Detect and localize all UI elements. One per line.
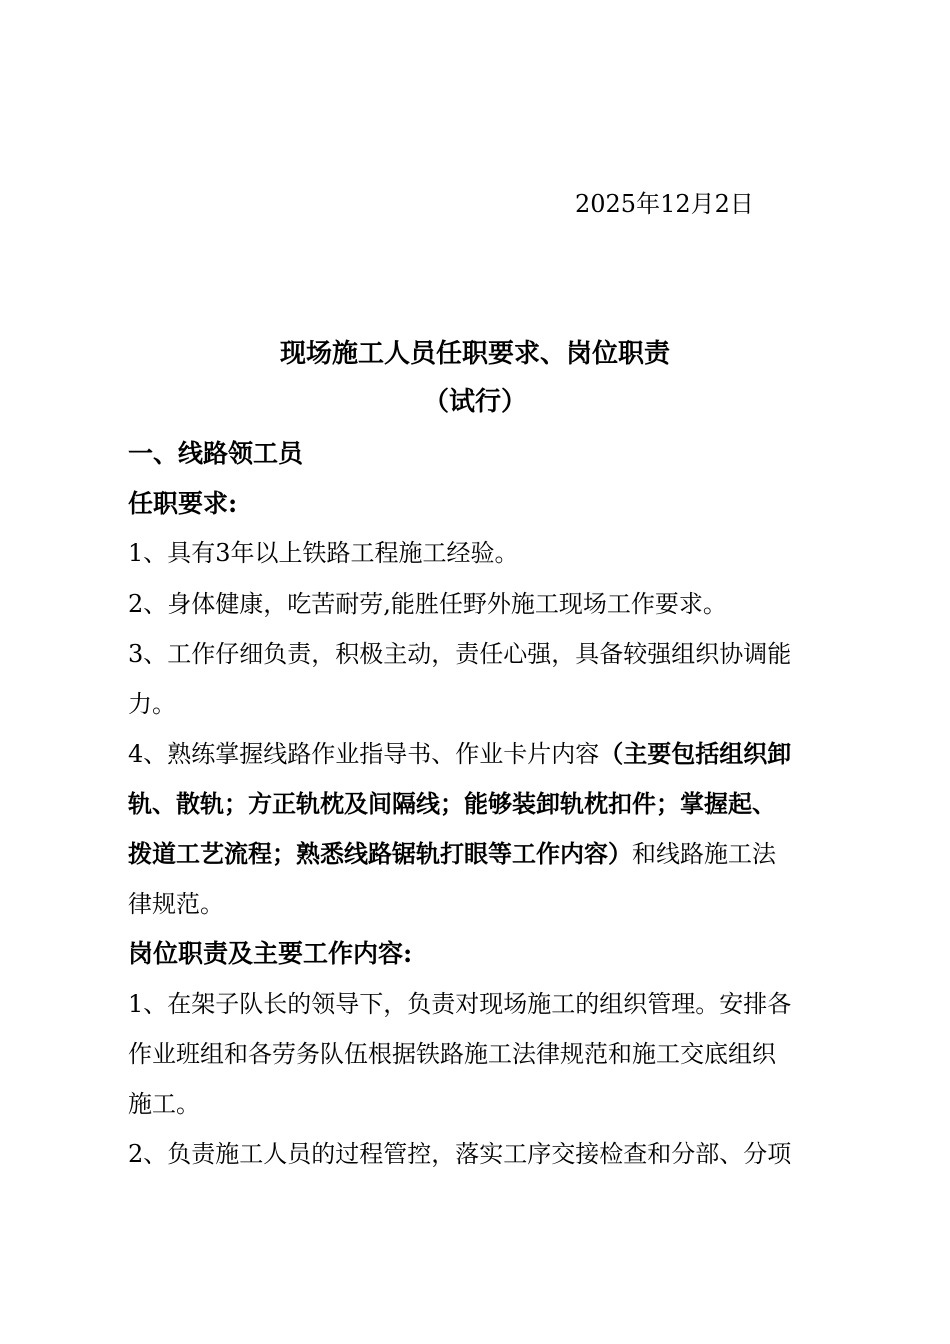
requirements-heading: 任职要求: [128, 489, 238, 518]
requirement-4-text-end: 和线路施工法 [632, 840, 776, 868]
requirement-3-line-2: 力。 [128, 690, 176, 718]
requirement-4-line-3 [128, 836, 838, 872]
requirement-4-line-4: 律规范。 [128, 890, 224, 918]
requirement-3-line-1: 3、工作仔细负责，积极主动，责任心强，具备较强组织协调能 [128, 640, 792, 668]
document-title: 现场施工人员任职要求、岗位职责 [279, 339, 670, 369]
duty-2-line-1: 2、负责施工人员的过程管控，落实工序交接检查和分部、分项 [128, 1140, 792, 1168]
requirement-4-line-1 [128, 736, 838, 772]
requirement-4-line-2: 轨、散轨；方正轨枕及间隔线；能够装卸轨枕扣件；掌握起、 [128, 789, 776, 818]
duty-1-line-1: 1、在架子队长的领导下，负责对现场施工的组织管理。安排各 [128, 990, 792, 1018]
document-subtitle: （试行） [422, 387, 527, 417]
requirement-4-text: 4、熟练掌握线路作业指导书、作业卡片内容 [128, 740, 600, 768]
requirement-4-bold: （主要包括组织卸 [599, 739, 792, 768]
duties-heading: 岗位职责及主要工作内容: [128, 939, 413, 968]
requirement-2: 2、身体健康，吃苦耐劳,能胜任野外施工现场工作要求。 [128, 590, 727, 618]
section-heading: 一、线路领工员 [128, 439, 304, 468]
requirement-1: 1、具有3年以上铁路工程施工经验。 [128, 539, 519, 567]
duty-1-line-2: 作业班组和各劳务队伍根据铁路施工法律规范和施工交底组织 [128, 1040, 776, 1068]
duty-1-line-3: 施工。 [128, 1090, 200, 1118]
document-date: 2025年12月2日 [575, 190, 754, 218]
requirement-4-bold-end: 拨道工艺流程；熟悉线路锯轨打眼等工作内容） [128, 839, 632, 868]
